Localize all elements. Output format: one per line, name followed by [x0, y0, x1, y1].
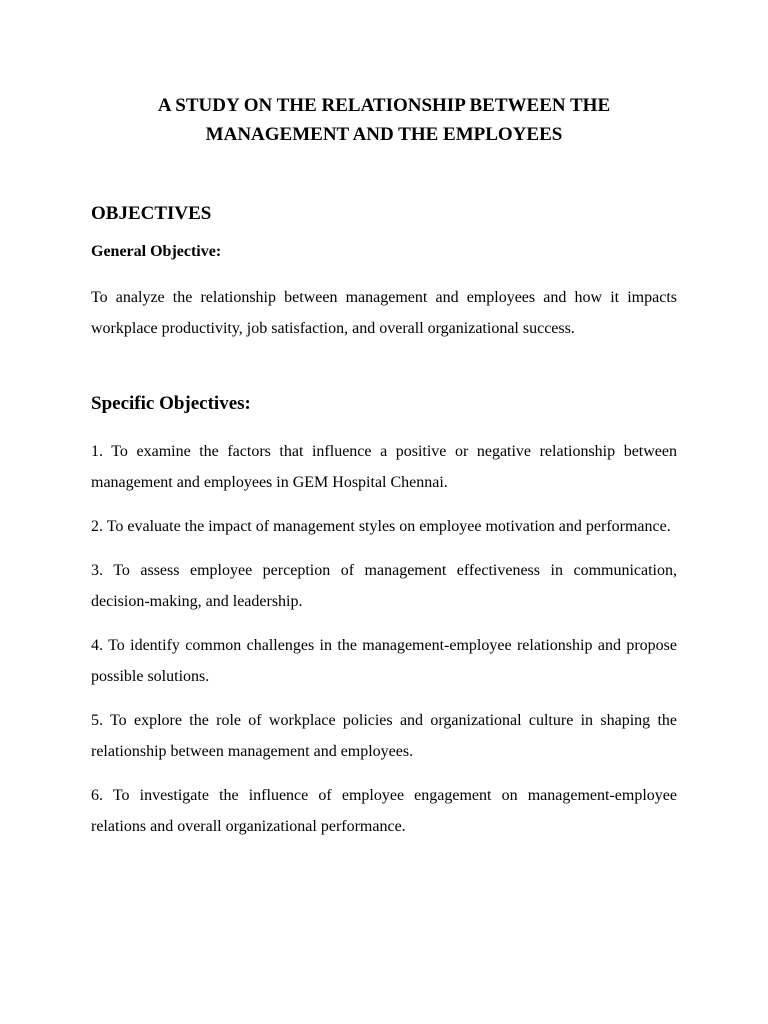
document-title — [91, 91, 677, 149]
specific-objective-2: 2. To evaluate the impact of management styles on employee motivation and performance. — [91, 518, 671, 535]
specific-objective-1: 1. To examine the factors that influence a positive or negative relationship between management and employees in GEM Hospital Chennai. — [91, 443, 677, 491]
specific-objectives-list — [91, 436, 677, 855]
objectives-heading: OBJECTIVES — [91, 203, 212, 224]
document-title-line-2: MANAGEMENT AND THE EMPLOYEES — [205, 124, 563, 145]
specific-objective-6: 6. To investigate the influence of employee engagement on management-employee relations and overall organizational performance. — [91, 787, 677, 835]
specific-objective-4: 4. To identify common challenges in the management-employee relationship and propose possible solutions. — [91, 637, 677, 685]
specific-objective-3: 3. To assess employee perception of management effectiveness in communication, decision-making, and leadership. — [91, 562, 677, 610]
document-title-line-1: A STUDY ON THE RELATIONSHIP BETWEEN THE — [157, 95, 611, 116]
general-objective-text: To analyze the relationship between management and employees and how it impacts workplace productivity, job satisfaction, and overall organizational success. — [91, 289, 677, 337]
specific-objective-5: 5. To explore the role of workplace policies and organizational culture in shaping the relationship between management and employees. — [91, 712, 677, 760]
general-objective-heading: General Objective: — [91, 243, 222, 260]
specific-objectives-heading: Specific Objectives: — [91, 393, 251, 414]
